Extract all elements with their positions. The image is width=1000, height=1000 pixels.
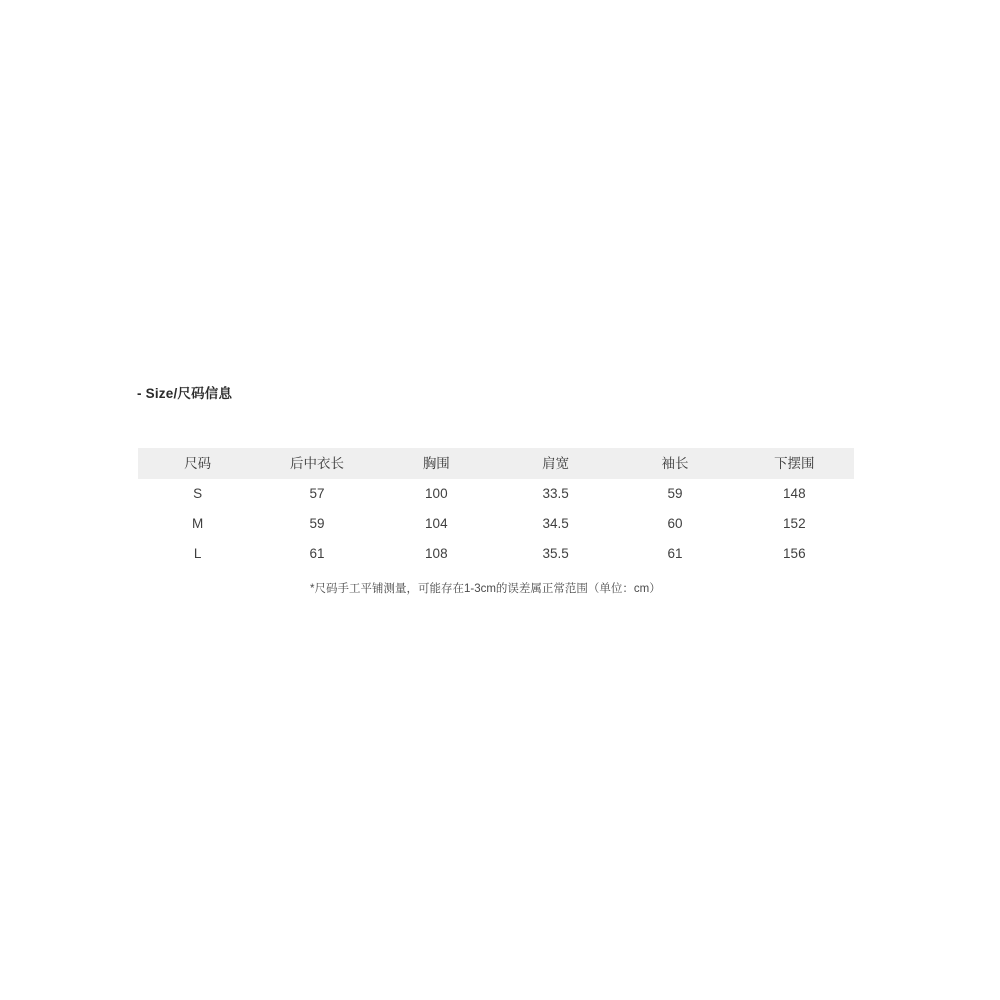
- cell-size: S: [138, 479, 257, 509]
- measurement-note: *尺码手工平铺测量，可能存在1-3cm的误差属正常范围（单位：cm）: [310, 583, 661, 595]
- cell-size: L: [138, 539, 257, 569]
- cell-back-length: 57: [257, 479, 376, 509]
- cell-shoulder: 34.5: [496, 509, 615, 539]
- cell-hem: 156: [735, 539, 854, 569]
- cell-sleeve: 61: [615, 539, 734, 569]
- size-table-head: [138, 448, 854, 479]
- cell-bust: 104: [377, 509, 496, 539]
- size-table: [138, 448, 854, 569]
- cell-sleeve: 60: [615, 509, 734, 539]
- column-header-bust: 胸围: [377, 448, 496, 479]
- table-row: [138, 479, 854, 509]
- table-header-row: [138, 448, 854, 479]
- cell-back-length: 59: [257, 509, 376, 539]
- section-title: - Size/尺码信息: [137, 386, 233, 401]
- column-header-shoulder: 肩宽: [496, 448, 615, 479]
- cell-hem: 152: [735, 509, 854, 539]
- cell-shoulder: 33.5: [496, 479, 615, 509]
- table-row: [138, 509, 854, 539]
- cell-bust: 108: [377, 539, 496, 569]
- cell-back-length: 61: [257, 539, 376, 569]
- column-header-back-length: 后中衣长: [257, 448, 376, 479]
- cell-size: M: [138, 509, 257, 539]
- column-header-size: 尺码: [138, 448, 257, 479]
- cell-hem: 148: [735, 479, 854, 509]
- size-table-body: [138, 479, 854, 569]
- column-header-hem: 下摆围: [735, 448, 854, 479]
- table-row: [138, 539, 854, 569]
- cell-sleeve: 59: [615, 479, 734, 509]
- cell-bust: 100: [377, 479, 496, 509]
- cell-shoulder: 35.5: [496, 539, 615, 569]
- column-header-sleeve: 袖长: [615, 448, 734, 479]
